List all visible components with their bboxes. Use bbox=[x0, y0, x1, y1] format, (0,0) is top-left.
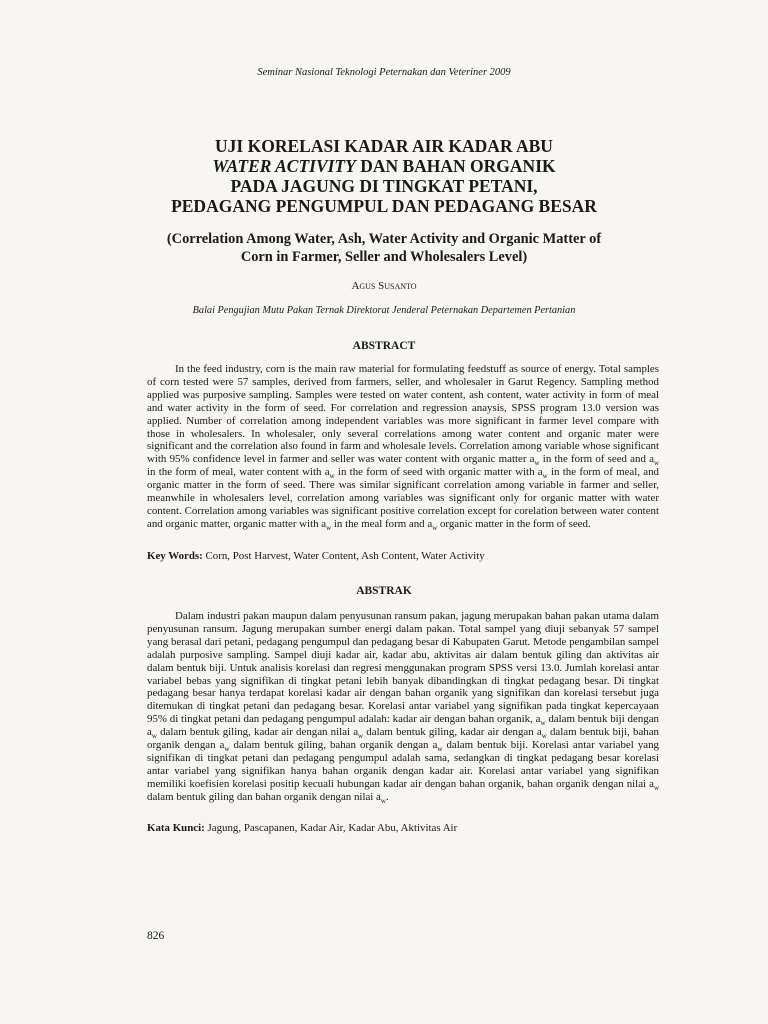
paper-title bbox=[80, 136, 688, 216]
title-line-4: PEDAGANG PENGUMPUL DAN PEDAGANG BESAR bbox=[171, 196, 597, 216]
title-line-1: UJI KORELASI KADAR AIR KADAR ABU bbox=[215, 136, 553, 156]
title-line-2-rest: DAN BAHAN ORGANIK bbox=[355, 156, 556, 176]
keywords-label: Key Words: bbox=[147, 550, 203, 562]
abstrak-heading: ABSTRAK bbox=[356, 585, 412, 597]
abstract-heading: ABSTRACT bbox=[352, 340, 416, 352]
english-title-line-2: Corn in Farmer, Seller and Wholesalers Level) bbox=[240, 248, 528, 265]
page-number: 826 bbox=[147, 930, 165, 942]
abstrak-keywords bbox=[147, 822, 667, 835]
english-title bbox=[120, 231, 648, 266]
kata-kunci-list: Jagung, Pascapanen, Kadar Air, Kadar Abu, Aktivitas Air bbox=[204, 822, 458, 834]
author-affiliation: Balai Pengujian Mutu Pakan Ternak Direktorat Jenderal Peternakan Departemen Pertanian bbox=[192, 305, 576, 316]
running-head: Seminar Nasional Teknologi Peternakan dan Veteriner 2009 bbox=[257, 67, 511, 78]
title-line-2 bbox=[80, 156, 688, 176]
keywords-list: Corn, Post Harvest, Water Content, Ash Content, Water Activity bbox=[202, 550, 485, 562]
author-name: Agus Susanto bbox=[351, 280, 417, 292]
kata-kunci-label: Kata Kunci: bbox=[147, 822, 205, 834]
title-italic-term: WATER ACTIVITY bbox=[212, 156, 356, 176]
english-title-line-1: (Correlation Among Water, Ash, Water Activity and Organic Matter of bbox=[166, 231, 602, 247]
abstract-text: In the feed industry, corn is the main raw material for formulating feedstuff as source of energy. Total samples of corn tested were 57 samples, derived from farmers, seller, and wholesaler in Garut Regency. Sampling method applied was purposive sampling. Samples were tested on water content, ash content, water activity in form of meal and water activity in the form of seed. For correlation and regression anaysis, SPSS program 13.0 version was applied. Number of correlation among independent variables was more significant in farmer level compare with those in wholesalers. In wholesaler, only several correlations among water content and organic mater were significant and the correlation also found in farm and wholesale levels. Correlation among variable whose significant with 95% confidence level in farmer and seller was water content with organic matter $a_w$ in the form of seed and $a_w$ in the form of meal, water content with $a_w$ in the form of seed with organic matter with $a_w$ in the form of meal, and organic matter in the form of seed. There was similar significant correlation among variable in farmer and seller, meanwhile in wholesalers level, correlation among variables was significant only for organic matter with water content. Correlation among variables was significant positive correlation except for corelation between water content and organic matter, organic matter with $a_w$ in the meal form and $a_w$ organic matter in the form of seed. bbox=[147, 363, 660, 533]
abstract-keywords bbox=[147, 550, 667, 563]
title-line-3: PADA JAGUNG DI TINGKAT PETANI, bbox=[230, 176, 538, 196]
abstrak-text: Dalam industri pakan maupun dalam penyusunan ransum pakan, jagung merupakan bahan pakan utama dalam penyusunan ransum. Jagung merupakan sumber energi dalam pakan. Total sampel yang diuji sebanyak 57 sampel yang berasal dari petani, pedagang pengumpul dan pedagang besar di Kabupaten Garut. Metode pengambilan sampel adalah purposive sampling. Sampel diuji kadar air, kadar abu, aktivitas air dalam bentuk giling dan aktivitas air dalam bentuk biji. Untuk analisis korelasi dan regresi menggunakan program SPSS versi 13.0. Jumlah korelasi antar variabel bebas yang signifikan di tingkat petani lebih banyak dibandingkan di tingkat pedagang besar. Di tingkat pedagang besar hanya terdapat korelasi kadar air dengan bahan organik yang signifikan dan korelasi tersebut juga ditemukan di tingkat petani dan pedagang besar. Korelasi antar variabel yang signifikan pada tingkat kepercayaan 95% di tingkat petani dan pedagang pengumpul adalah: kadar air dengan bahan organik, $a_w$ dalam bentuk biji dengan $a_w$ dalam bentuk giling, kadar air dengan nilai $a_w$ dalam bentuk giling, kadar air dengan $a_w$ dalam bentuk biji, bahan organik dengan $a_w$ dalam bentuk giling, bahan organik dengan $a_w$ dalam bentuk biji. Korelasi antar variabel yang signifikan di tingkat petani dan pedagang pengumpul adalah sama, sedangkan di tingkat pedagang besar korelasi antar variabel yang signifikan hanya bahan organik dengan kadar air. Korelasi antar variabel yang signifikan memiliki koefisien korelasi positip kecuali hubungan kadar air dengan bahan organik, bahan organik dengan nilai $a_w$ dalam bentuk giling dan bahan organik dengan nilai $a_w$. bbox=[147, 610, 660, 805]
